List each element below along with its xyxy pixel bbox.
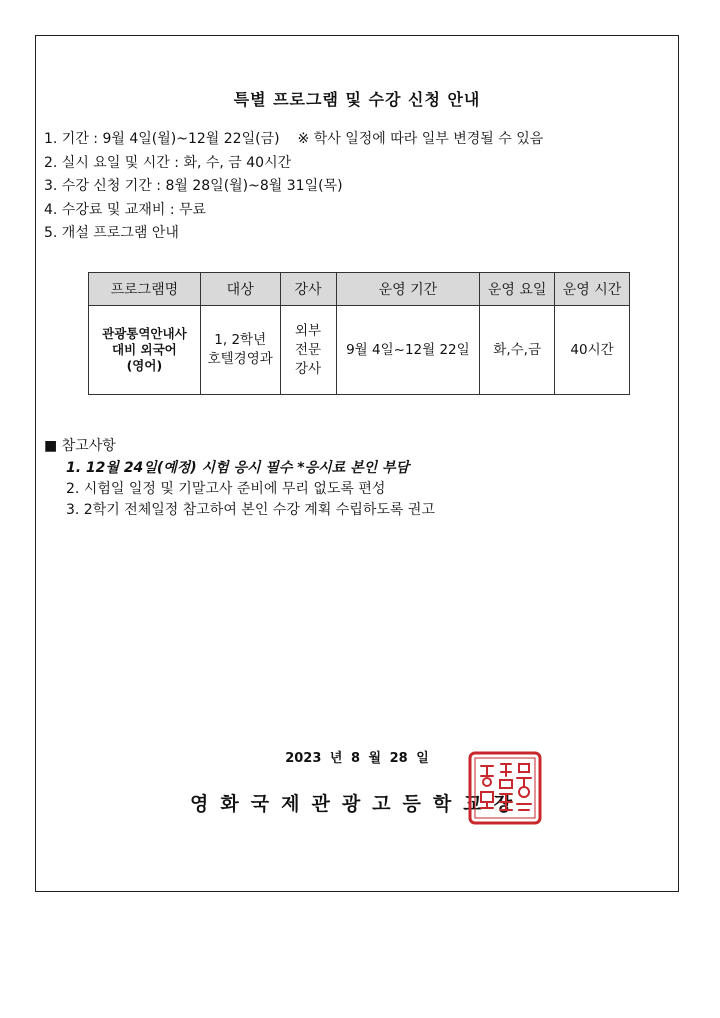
cell-days: 화,수,금 xyxy=(480,306,555,395)
cell-target xyxy=(200,306,280,395)
header-instructor: 강사 xyxy=(280,273,336,306)
issue-date: 2023 년 8 월 28 일 xyxy=(285,751,429,766)
header-program-name: 프로그램명 xyxy=(89,273,201,306)
instructor-line: 외부 xyxy=(295,322,322,339)
reference-item: 2. 시험일 일정 및 기말고사 준비에 무리 없도록 편성 xyxy=(66,481,386,497)
header-period: 운영 기간 xyxy=(336,273,480,306)
info-item-registration: 3. 수강 신청 기간 : 8월 28일(월)~8월 31일(목) xyxy=(44,178,343,194)
info-item-period xyxy=(44,128,543,152)
info-item-note: ※ 학사 일정에 따라 일부 변경될 수 있음 xyxy=(297,131,544,147)
cell-instructor xyxy=(280,306,336,395)
header-days: 운영 요일 xyxy=(480,273,555,306)
reference-item: 3. 2학기 전체일정 참고하여 본인 수강 계획 수립하도록 권고 xyxy=(66,502,435,518)
program-name-line: 대비 외국어 xyxy=(112,342,177,357)
references-list xyxy=(44,458,435,521)
reference-item: 1. 12월 24일(예정) 시험 응시 필수 *응시료 본인 부담 xyxy=(66,460,410,476)
target-line: 호텔경영과 xyxy=(207,351,273,367)
cell-program-name xyxy=(89,306,201,395)
table-row xyxy=(89,306,630,395)
official-seal-icon xyxy=(467,750,543,826)
cell-hours: 40시간 xyxy=(555,306,630,395)
signer-name: 영화국제관광고등학교장 xyxy=(190,793,524,815)
info-item-programs: 5. 개설 프로그램 안내 xyxy=(44,225,179,241)
document-title: 특별 프로그램 및 수강 신청 안내 xyxy=(233,90,481,109)
instructor-line: 강사 xyxy=(295,360,322,377)
cell-period: 9월 4일~12월 22일 xyxy=(336,306,480,395)
instructor-line: 전문 xyxy=(295,341,322,358)
references-heading: ■ 참고사항 xyxy=(44,438,116,454)
target-line: 1, 2학년 xyxy=(214,332,267,348)
program-table xyxy=(88,272,630,395)
header-hours: 운영 시간 xyxy=(555,273,630,306)
table-header-row xyxy=(89,273,630,306)
info-list xyxy=(44,128,543,246)
info-item-fee: 4. 수강료 및 교재비 : 무료 xyxy=(44,201,207,218)
document-frame xyxy=(35,35,679,892)
program-name-line: (영어) xyxy=(126,358,163,373)
references-section xyxy=(44,436,435,521)
header-target: 대상 xyxy=(200,273,280,306)
info-item-text: 1. 기간 : 9월 4일(월)~12월 22일(금) xyxy=(44,131,280,147)
info-item-schedule: 2. 실시 요일 및 시간 : 화, 수, 금 40시간 xyxy=(44,154,292,171)
program-name-line: 관광통역안내사 xyxy=(102,326,187,341)
